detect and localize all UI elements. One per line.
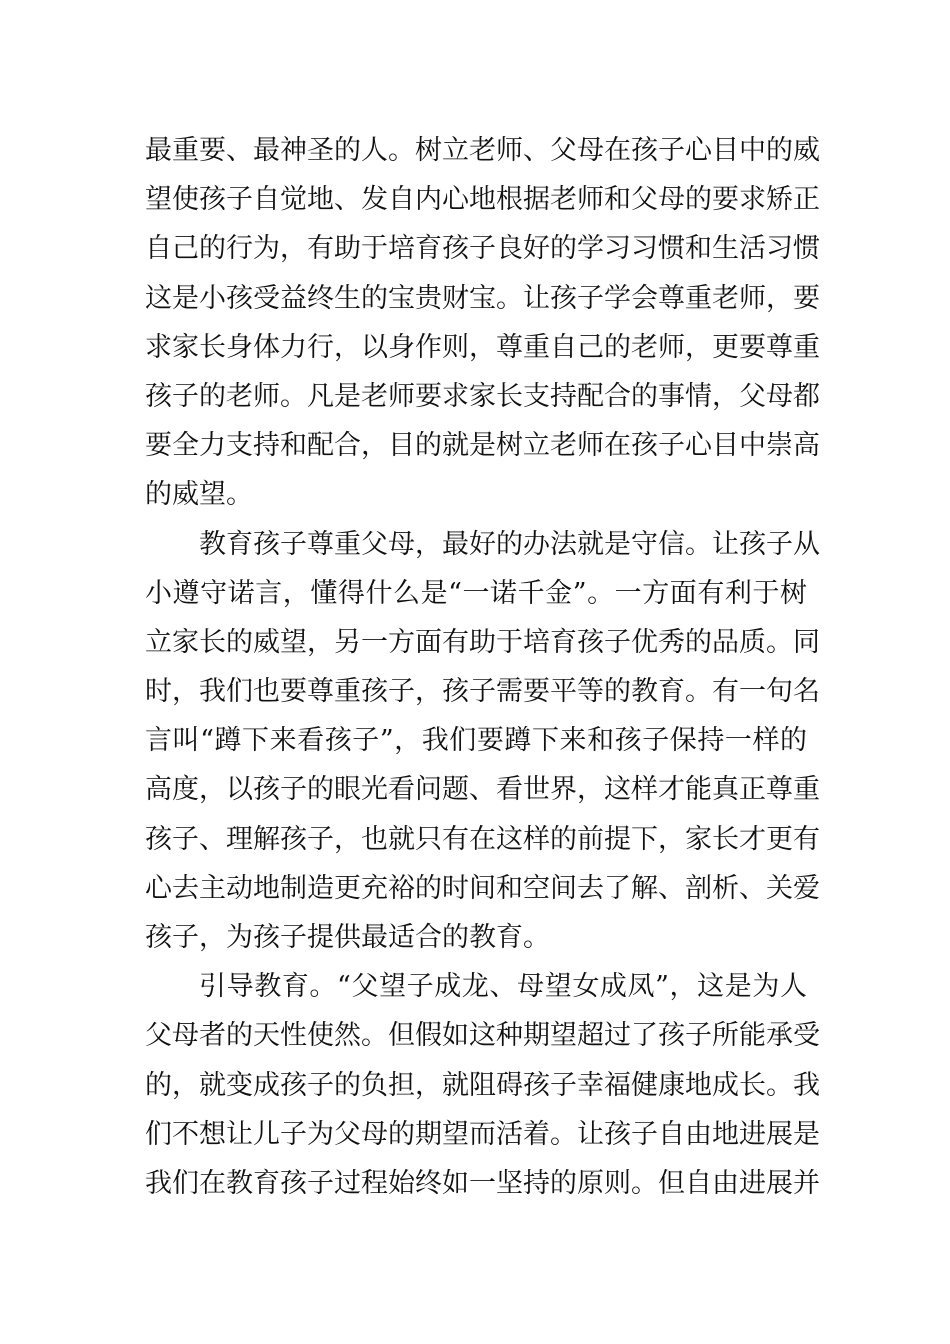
text-line: 自己的行为，有助于培育孩子良好的学习习惯和生活习惯	[145, 233, 820, 265]
paragraph-2	[145, 520, 820, 963]
text-line: 望使孩子自觉地、发自内心地根据老师和父母的要求矫正	[145, 184, 820, 216]
paragraph-1	[145, 126, 820, 520]
text-line: 父母者的天性使然。但假如这种期望超过了孩子所能承受	[145, 1020, 820, 1052]
document-page	[145, 126, 820, 1208]
text-line: 孩子，为孩子提供最适合的教育。	[145, 922, 550, 953]
text-line: 要全力支持和配合，目的就是树立老师在孩子心目中崇高	[145, 430, 820, 462]
text-line: 我们在教育孩子过程始终如一坚持的原则。但自由进展并	[145, 1167, 820, 1199]
text-line: 孩子、理解孩子，也就只有在这样的前提下，家长才更有	[145, 823, 820, 855]
text-line: 孩子的老师。凡是老师要求家长支持配合的事情，父母都	[145, 380, 820, 412]
text-line: 的威望。	[145, 479, 253, 511]
text-line: 的，就变成孩子的负担，就阻碍孩子幸福健康地成长。我	[145, 1069, 820, 1101]
text-line: 时，我们也要尊重孩子，孩子需要平等的教育。有一句名	[145, 676, 820, 708]
text-line: 言叫“蹲下来看孩子”，我们要蹲下来和孩子保持一样的	[145, 725, 807, 757]
text-line: 这是小孩受益终生的宝贵财宝。让孩子学会尊重老师，要	[145, 282, 820, 314]
text-line: 求家长身体力行，以身作则，尊重自己的老师，更要尊重	[145, 331, 820, 363]
text-line: 立家长的威望，另一方面有助于培育孩子优秀的品质。同	[145, 626, 820, 658]
text-line: 教育孩子尊重父母，最好的办法就是守信。让孩子从	[199, 528, 820, 560]
text-line: 们不想让儿子为父母的期望而活着。让孩子自由地进展是	[145, 1118, 820, 1150]
paragraph-3	[145, 962, 820, 1208]
text-line: 引导教育。“父望子成龙、母望女成凤”，这是为人	[199, 971, 807, 1003]
text-line: 最重要、最神圣的人。树立老师、父母在孩子心目中的威	[145, 135, 820, 166]
text-line: 小遵守诺言，懂得什么是“一诺千金”。一方面有利于树	[145, 577, 807, 609]
text-line: 高度，以孩子的眼光看问题、看世界，这样才能真正尊重	[145, 774, 820, 806]
text-line: 心去主动地制造更充裕的时间和空间去了解、剖析、关爱	[145, 872, 820, 904]
